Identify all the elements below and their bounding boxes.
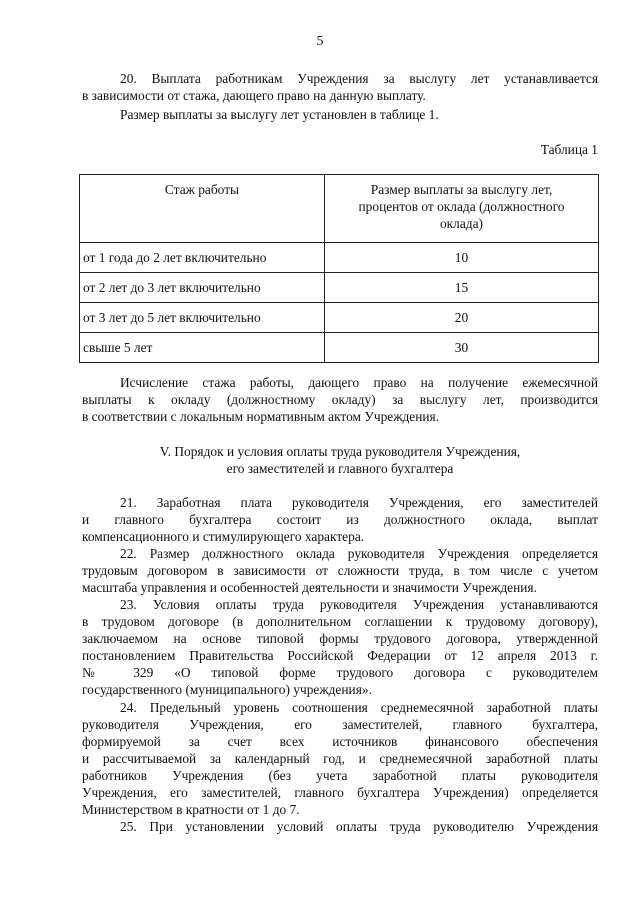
table-header-payment bbox=[325, 175, 599, 243]
paragraph-24-line-1: 24. Предельный уровень соотношения среднемесячной заработной платы bbox=[120, 700, 598, 715]
table-cell-percent: 30 bbox=[325, 333, 599, 363]
table-row bbox=[80, 303, 599, 333]
paragraph-24-line-7: Министерством в кратности от 1 до 7. bbox=[82, 802, 300, 817]
section-heading-line-2: его заместителей и главного бухгалтера bbox=[226, 461, 454, 476]
paragraph-22-line-2: трудовым договором в зависимости от сложности труда, в том числе с учетом bbox=[82, 563, 598, 578]
paragraph-20-line-2: в зависимости от стажа, дающего право на данную выплату. bbox=[82, 88, 426, 103]
paragraph-21-line-2: и главного бухгалтера состоит из должностного оклада, выплат bbox=[82, 512, 598, 527]
paragraph-23-line-3: заключаемом на основе типовой формы трудового договора, утвержденной bbox=[82, 631, 598, 646]
table-cell-experience: от 2 лет до 3 лет включительно bbox=[80, 273, 325, 303]
table-row bbox=[80, 273, 599, 303]
paragraph-20 bbox=[82, 70, 598, 104]
table-cell-percent: 15 bbox=[325, 273, 599, 303]
section-heading bbox=[82, 443, 598, 477]
paragraph-23-line-1: 23. Условия оплаты труда руководителя Учреждения устанавливаются bbox=[120, 597, 598, 612]
paragraph-23-line-6: государственного (муниципального) учреждения». bbox=[82, 682, 372, 697]
table-cell-experience: от 1 года до 2 лет включительно bbox=[80, 243, 325, 273]
paragraph-23-line-4: постановлением Правительства Российской Федерации от 12 апреля 2013 г. bbox=[82, 648, 598, 663]
seniority-table bbox=[79, 174, 599, 363]
paragraph-22-line-3: масштаба управления и особенностей деятельности и значимости Учреждения. bbox=[82, 580, 537, 595]
paragraph-23-line-2: в трудовом договоре (в дополнительном соглашении к трудовому договору), bbox=[82, 614, 598, 629]
paragraph-23 bbox=[82, 596, 598, 698]
paragraph-24 bbox=[82, 699, 598, 818]
table-cell-percent: 20 bbox=[325, 303, 599, 333]
table-cell-experience: от 3 лет до 5 лет включительно bbox=[80, 303, 325, 333]
paragraph-calculation-line-2: выплаты к окладу (должностному окладу) за выслугу лет, производится bbox=[82, 392, 598, 407]
table-cell-percent: 10 bbox=[325, 243, 599, 273]
paragraph-21 bbox=[82, 494, 598, 545]
paragraph-20b bbox=[82, 106, 598, 123]
table-header-row bbox=[80, 175, 599, 243]
paragraph-24-line-5: работников Учреждения (без учета заработной платы руководителя bbox=[82, 768, 598, 783]
paragraph-20-line-1: 20. Выплата работникам Учреждения за выслугу лет устанавливается bbox=[120, 71, 598, 86]
table-row bbox=[80, 333, 599, 363]
table-cell-experience: свыше 5 лет bbox=[80, 333, 325, 363]
paragraph-calculation-line-1: Исчисление стажа работы, дающего право на получение ежемесячной bbox=[120, 375, 598, 390]
table-header-experience: Стаж работы bbox=[80, 175, 325, 243]
paragraph-21-line-3: компенсационного и стимулирующего характера. bbox=[82, 529, 365, 544]
paragraph-24-line-3: формируемой за счет всех источников финансового обеспечения bbox=[82, 734, 598, 749]
paragraph-calculation bbox=[82, 374, 598, 425]
table-header-payment-line-2: процентов от оклада (должностного bbox=[358, 199, 565, 214]
paragraph-21-line-1: 21. Заработная плата руководителя Учреждения, его заместителей bbox=[120, 495, 598, 510]
section-heading-line-1: V. Порядок и условия оплаты труда руководителя Учреждения, bbox=[159, 444, 521, 459]
paragraph-calculation-line-3: в соответствии с локальным нормативным актом Учреждения. bbox=[82, 409, 440, 424]
paragraph-22 bbox=[82, 545, 598, 596]
paragraph-25-line-1: 25. При установлении условий оплаты труда руководителю Учреждения bbox=[120, 819, 598, 834]
table-header-payment-line-1: Размер выплаты за выслугу лет, bbox=[370, 182, 553, 197]
paragraph-24-line-4: и рассчитываемой за календарный год, и среднемесячной заработной платы bbox=[82, 751, 598, 766]
table-caption: Таблица 1 bbox=[540, 142, 598, 157]
paragraph-20b-line: Размер выплаты за выслугу лет установлен в таблице 1. bbox=[120, 107, 439, 122]
paragraph-24-line-2: руководителя Учреждения, его заместителей, главного бухгалтера, bbox=[82, 717, 598, 732]
table-header-payment-line-3: оклада) bbox=[439, 216, 484, 231]
table-row bbox=[80, 243, 599, 273]
paragraph-22-line-1: 22. Размер должностного оклада руководителя Учреждения определяется bbox=[120, 546, 598, 561]
paragraph-24-line-6: Учреждения, его заместителей, главного бухгалтера Учреждения) определяется bbox=[82, 785, 598, 800]
paragraph-23-line-5: № 329 «О типовой форме трудового договора с руководителем bbox=[82, 665, 598, 680]
paragraph-25 bbox=[82, 818, 598, 835]
page-number: 5 bbox=[316, 34, 324, 49]
